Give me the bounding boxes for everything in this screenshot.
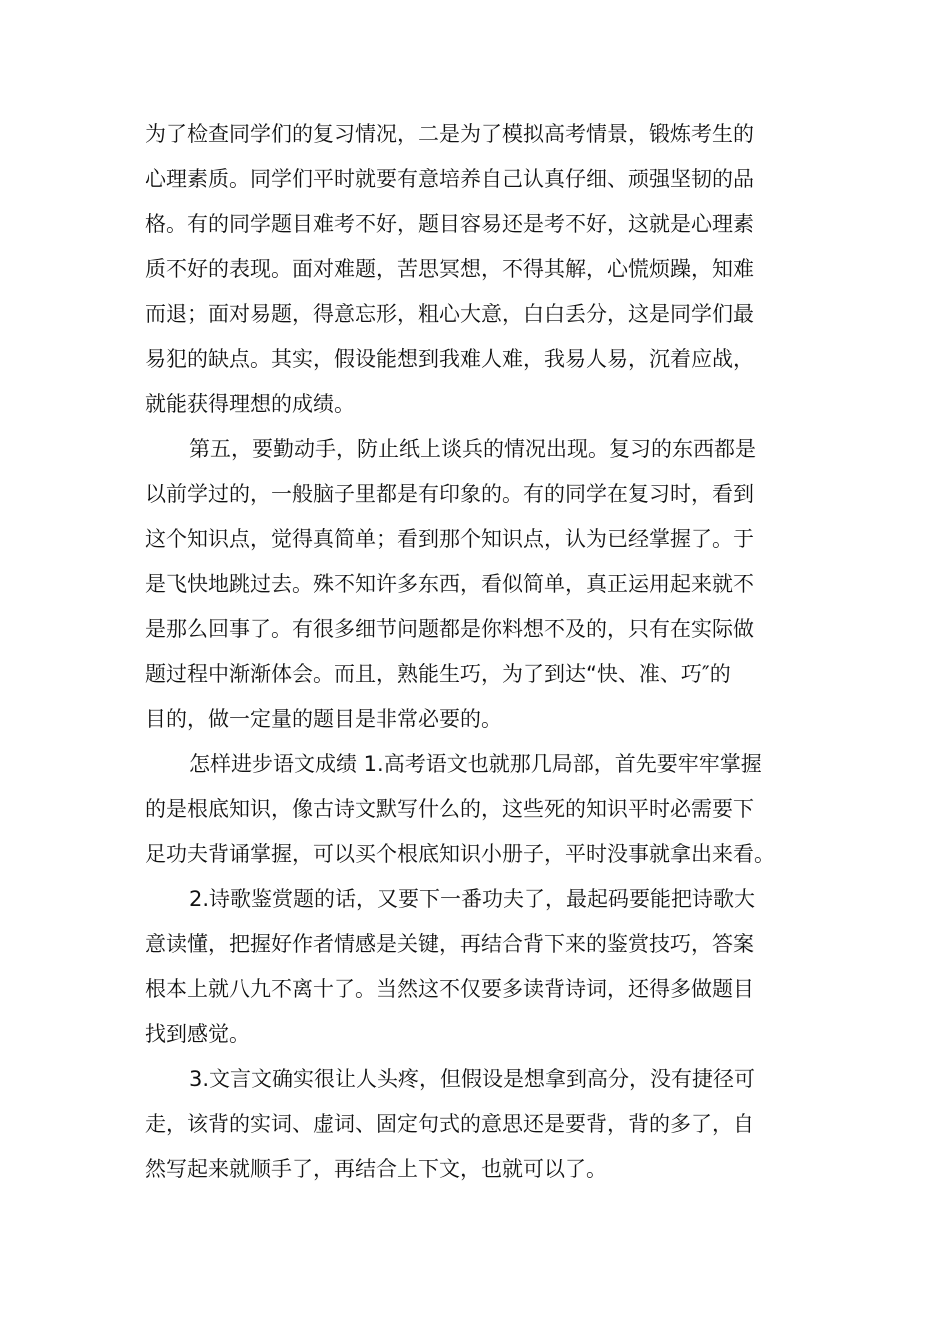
text-line: 是飞快地跳过去。殊不知许多东西，看似简单，真正运用起来就不	[145, 572, 754, 596]
text-line: 目的，做一定量的题目是非常必要的。	[145, 707, 502, 731]
text-line: 的是根底知识，像古诗文默写什么的，这些死的知识平时必需要下	[145, 797, 754, 821]
paragraph-1	[145, 112, 810, 427]
text-line: 是那么回事了。有很多细节问题都是你料想不及的，只有在实际做	[145, 617, 754, 641]
paragraph-5	[145, 1057, 810, 1192]
text-line: 第五，要勤动手，防止纸上谈兵的情况出现。复习的东西都是	[189, 437, 756, 461]
paragraph-2	[145, 427, 810, 742]
text-line: 根本上就八九不离十了。当然这不仅要多读背诗词，还得多做题目	[145, 977, 754, 1001]
text-line: 心理素质。同学们平时就要有意培养自己认真仔细、顽强坚韧的品	[145, 167, 754, 191]
text-line: 走，该背的实词、虚词、固定句式的意思还是要背，背的多了，自	[145, 1112, 754, 1136]
text-line: 找到感觉。	[145, 1022, 250, 1046]
paragraph-4	[145, 877, 810, 1057]
text-line: 怎样进步语文成绩 1.高考语文也就那几局部，首先要牢牢掌握	[189, 752, 762, 776]
text-line: 易犯的缺点。其实，假设能想到我难人难，我易人易，沉着应战，	[145, 347, 754, 371]
text-line: 意读懂，把握好作者情感是关键，再结合背下来的鉴赏技巧，答案	[145, 932, 754, 956]
text-line: 格。有的同学题目难考不好，题目容易还是考不好，这就是心理素	[145, 212, 754, 236]
document-body	[145, 112, 810, 1192]
text-line: 2.诗歌鉴赏题的话，又要下一番功夫了，最起码要能把诗歌大	[189, 887, 756, 911]
text-line: 足功夫背诵掌握，可以买个根底知识小册子，平时没事就拿出来看。	[145, 842, 775, 866]
text-line: 3.文言文确实很让人头疼，但假设是想拿到高分，没有捷径可	[189, 1067, 756, 1091]
text-line: 以前学过的，一般脑子里都是有印象的。有的同学在复习时，看到	[145, 482, 754, 506]
text-line: 这个知识点，觉得真简单；看到那个知识点，认为已经掌握了。于	[145, 527, 754, 551]
text-line: 而退；面对易题，得意忘形，粗心大意，白白丢分，这是同学们最	[145, 302, 754, 326]
paragraph-3	[145, 742, 810, 877]
text-line: 质不好的表现。面对难题，苦思冥想，不得其解，心慌烦躁，知难	[145, 257, 754, 281]
text-line: 为了检查同学们的复习情况，二是为了模拟高考情景，锻炼考生的	[145, 122, 754, 146]
text-line: 就能获得理想的成绩。	[145, 392, 355, 416]
text-line: 题过程中渐渐体会。而且，熟能生巧，为了到达“快、准、巧″的	[145, 662, 731, 686]
text-line: 然写起来就顺手了，再结合上下文，也就可以了。	[145, 1157, 607, 1181]
